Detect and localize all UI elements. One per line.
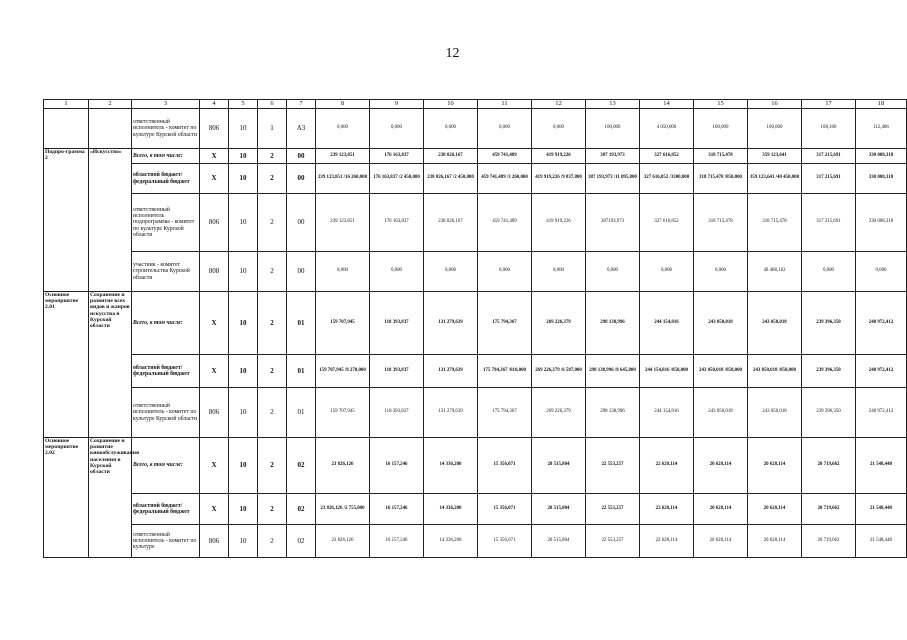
header-cell: 5 xyxy=(229,100,258,109)
value-cell: 0,000 xyxy=(586,252,640,292)
value-cell: 248 972,412 xyxy=(856,355,907,388)
value-cell: 22 553,257 xyxy=(586,494,640,525)
header-cell: 10 xyxy=(424,100,478,109)
value-cell: 131 279,639 xyxy=(424,292,478,355)
value-cell: 20 515,804 xyxy=(532,438,586,494)
code-cell: 10 xyxy=(229,292,258,355)
value-cell: 0,000 xyxy=(532,109,586,149)
value-cell: 327 616,852 xyxy=(640,149,694,164)
code-cell: Х xyxy=(200,355,229,388)
code-cell: 1 xyxy=(258,109,287,149)
value-cell: 131 279,639 xyxy=(424,388,478,438)
code-cell: 10 xyxy=(229,164,258,194)
value-cell: 112,486 xyxy=(856,109,907,149)
value-cell: 0,000 xyxy=(424,252,478,292)
value-cell: 118 393,837 xyxy=(370,292,424,355)
code-cell: Х xyxy=(200,292,229,355)
code-cell: 10 xyxy=(229,494,258,525)
value-cell: 243 050,018 xyxy=(748,292,802,355)
value-cell: 239 123,851 /16 260,000 xyxy=(316,164,370,194)
value-cell: 20 628,114 xyxy=(694,438,748,494)
code-cell: 00 xyxy=(287,194,316,252)
header-cell: 11 xyxy=(478,100,532,109)
code-cell: 2 xyxy=(258,388,287,438)
row-name-label: Сохранение и развитие всех видов и жанров искусства в Курской области xyxy=(89,292,132,438)
value-cell: 20 628,114 xyxy=(748,525,802,558)
code-cell: 00 xyxy=(287,252,316,292)
header-cell: 13 xyxy=(586,100,640,109)
header-cell: 3 xyxy=(132,100,200,109)
value-cell: 176 163,837 xyxy=(370,194,424,252)
header-row xyxy=(44,100,907,109)
code-cell: 10 xyxy=(229,355,258,388)
value-cell: 15 356,071 xyxy=(478,438,532,494)
value-cell: 330 008,318 xyxy=(856,164,907,194)
value-cell: 248 972,412 xyxy=(856,388,907,438)
value-cell: 243 050,018 xyxy=(694,292,748,355)
value-cell: 20 719,662 xyxy=(802,525,856,558)
value-cell: 100,000 xyxy=(586,109,640,149)
code-cell: 01 xyxy=(287,355,316,388)
value-cell: 243 050,018 xyxy=(748,388,802,438)
value-cell: 20 628,114 xyxy=(748,494,802,525)
value-cell: 298 138,996 xyxy=(586,388,640,438)
table-row xyxy=(44,292,907,355)
header-cell: 15 xyxy=(694,100,748,109)
value-cell: 244 154,816 xyxy=(640,388,694,438)
value-cell: 118 393,837 xyxy=(370,388,424,438)
value-cell: 318 715,478 /850,000 xyxy=(694,164,748,194)
code-cell: 10 xyxy=(229,388,258,438)
code-cell: 10 xyxy=(229,252,258,292)
code-cell: Х xyxy=(200,494,229,525)
value-cell: 419 919,226 /9 837,800 xyxy=(532,164,586,194)
value-cell: 20 628,114 xyxy=(748,438,802,494)
header-cell: 4 xyxy=(200,100,229,109)
value-cell: 0,000 xyxy=(424,109,478,149)
value-cell: 14 336,200 xyxy=(424,494,478,525)
value-cell: 159 707,945 /8 270,000 xyxy=(316,355,370,388)
code-cell: 2 xyxy=(258,438,287,494)
value-cell: 0,000 xyxy=(370,109,424,149)
value-cell: 14 336,200 xyxy=(424,525,478,558)
row-description: областной бюджет/ федеральный бюджет xyxy=(132,355,200,388)
value-cell: 175 794,367 xyxy=(478,292,532,355)
value-cell: 327 616,852 /3300,000 xyxy=(640,164,694,194)
code-cell: 806 xyxy=(200,109,229,149)
row-description: Всего, в том числе: xyxy=(132,438,200,494)
code-cell: 2 xyxy=(258,494,287,525)
value-cell: 239 396,350 xyxy=(802,292,856,355)
value-cell: 317 215,691 xyxy=(802,149,856,164)
row-section-label: Основное мероприятие 2.01 xyxy=(44,292,89,438)
code-cell: 2 xyxy=(258,252,287,292)
budget-table xyxy=(43,99,907,558)
value-cell: 20 515,804 xyxy=(532,525,586,558)
value-cell: 243 050,018 /850,000 xyxy=(748,355,802,388)
value-cell: 298 138,996 xyxy=(586,292,640,355)
value-cell: 40 408,163 xyxy=(748,252,802,292)
code-cell: 806 xyxy=(200,525,229,558)
row-description: участник - комитет строительства Курской области xyxy=(132,252,200,292)
code-cell: 2 xyxy=(258,164,287,194)
value-cell: 318 715,478 xyxy=(748,194,802,252)
value-cell: 244 154,816 xyxy=(640,292,694,355)
value-cell: 359 123,641 xyxy=(748,149,802,164)
table-row xyxy=(44,355,907,388)
value-cell: 22 628,114 xyxy=(640,438,694,494)
value-cell: 22 628,114 xyxy=(640,494,694,525)
header-cell: 1 xyxy=(44,100,89,109)
value-cell: 21 548,448 xyxy=(856,494,907,525)
value-cell: 20 515,804 xyxy=(532,494,586,525)
value-cell: 359 123,641 /40 450,000 xyxy=(748,164,802,194)
value-cell: 0,000 xyxy=(856,252,907,292)
table-row xyxy=(44,525,907,558)
value-cell: 239 123,851 xyxy=(316,149,370,164)
value-cell: 20 719,662 xyxy=(802,438,856,494)
value-cell: 159 707,945 xyxy=(316,292,370,355)
value-cell: 239 396,350 xyxy=(802,388,856,438)
table-row xyxy=(44,109,907,149)
value-cell: 176 163,837 /2 450,000 xyxy=(370,164,424,194)
value-cell: 23 826,126 xyxy=(316,525,370,558)
header-cell: 2 xyxy=(89,100,132,109)
value-cell: 0,000 xyxy=(694,252,748,292)
code-cell: 2 xyxy=(258,292,287,355)
value-cell: 269 226,379 xyxy=(532,292,586,355)
value-cell: 100,000 xyxy=(748,109,802,149)
value-cell: 238 026,167 /2 450,000 xyxy=(424,164,478,194)
row-description: ответственный исполнитель - комитет по культуре Курской области xyxy=(132,109,200,149)
code-cell: Х xyxy=(200,164,229,194)
value-cell: 16 157,246 xyxy=(370,525,424,558)
value-cell: 14 336,200 xyxy=(424,438,478,494)
code-cell: А3 xyxy=(287,109,316,149)
value-cell: 318 715,478 xyxy=(694,194,748,252)
header-cell: 12 xyxy=(532,100,586,109)
value-cell: 176 163,837 xyxy=(370,149,424,164)
value-cell: 248 972,412 xyxy=(856,292,907,355)
row-description: областной бюджет/ федеральный бюджет xyxy=(132,164,200,194)
value-cell: 317 215,691 xyxy=(802,194,856,252)
value-cell: 100,000 xyxy=(694,109,748,149)
value-cell: 23 826,126 /2 755,000 xyxy=(316,494,370,525)
value-cell: 244 154,816 /850,000 xyxy=(640,355,694,388)
row-name-label: «Искусство» xyxy=(89,149,132,292)
value-cell: 108,160 xyxy=(802,109,856,149)
table-row xyxy=(44,149,907,164)
value-cell: 20 628,114 xyxy=(694,494,748,525)
value-cell: 387 193,973 /11 095,800 xyxy=(586,164,640,194)
value-cell: 0,000 xyxy=(478,109,532,149)
value-cell: 15 356,071 xyxy=(478,494,532,525)
value-cell: 317 215,691 xyxy=(802,164,856,194)
code-cell: 02 xyxy=(287,438,316,494)
header-cell: 14 xyxy=(640,100,694,109)
code-cell: 10 xyxy=(229,149,258,164)
table-row xyxy=(44,194,907,252)
code-cell: 10 xyxy=(229,109,258,149)
header-cell: 16 xyxy=(748,100,802,109)
code-cell: 02 xyxy=(287,494,316,525)
table-row xyxy=(44,438,907,494)
value-cell: 16 157,246 xyxy=(370,438,424,494)
code-cell: Х xyxy=(200,438,229,494)
value-cell: 327 616,852 xyxy=(640,194,694,252)
value-cell: 20 719,662 xyxy=(802,494,856,525)
value-cell: 22 553,257 xyxy=(586,438,640,494)
row-section-label: Подпро-грамма 2 xyxy=(44,149,89,292)
value-cell: 330 008,318 xyxy=(856,194,907,252)
value-cell: 387193,973 xyxy=(586,194,640,252)
value-cell: 387 193,973 xyxy=(586,149,640,164)
value-cell: 269 226,379 /6 587,000 xyxy=(532,355,586,388)
header-cell: 9 xyxy=(370,100,424,109)
value-cell: 15 356,071 xyxy=(478,525,532,558)
value-cell: 459 741,489 /3 260,000 xyxy=(478,164,532,194)
row-description: Всего, в том числе: xyxy=(132,292,200,355)
code-cell: 806 xyxy=(200,194,229,252)
code-cell: 01 xyxy=(287,292,316,355)
value-cell: 131 279,639 xyxy=(424,355,478,388)
code-cell: 10 xyxy=(229,525,258,558)
value-cell: 22 628,114 xyxy=(640,525,694,558)
row-description: ответственный исполнитель - комитет по культуре xyxy=(132,525,200,558)
table-row xyxy=(44,388,907,438)
header-cell: 18 xyxy=(856,100,907,109)
value-cell: 269 226,379 xyxy=(532,388,586,438)
value-cell: 419 919,226 xyxy=(532,149,586,164)
value-cell: 0,000 xyxy=(532,252,586,292)
value-cell: 0,000 xyxy=(802,252,856,292)
value-cell: 243 050,018 /850,000 xyxy=(694,355,748,388)
value-cell: 298 138,996 /8 645,800 xyxy=(586,355,640,388)
value-cell: 23 826,126 xyxy=(316,438,370,494)
code-cell: 00 xyxy=(287,164,316,194)
table-row xyxy=(44,164,907,194)
value-cell: 0,000 xyxy=(316,109,370,149)
table-row xyxy=(44,252,907,292)
code-cell: 2 xyxy=(258,194,287,252)
row-name-label: Сохранение и развитие кинообслуживания населения в Курской области xyxy=(89,438,132,558)
row-description: областной бюджет/ федеральный бюджет xyxy=(132,494,200,525)
value-cell: 419 919,226 xyxy=(532,194,586,252)
value-cell: 0,000 xyxy=(316,252,370,292)
value-cell: 239 396,350 xyxy=(802,355,856,388)
page-number: 12 xyxy=(445,46,460,61)
row-section-label xyxy=(44,109,89,149)
row-description: ответственный исполнитель подпрограммы - комитет по культуре Курской области xyxy=(132,194,200,252)
header-cell: 7 xyxy=(287,100,316,109)
code-cell: 2 xyxy=(258,525,287,558)
code-cell: 2 xyxy=(258,149,287,164)
code-cell: 808 xyxy=(200,252,229,292)
value-cell: 243 050,018 xyxy=(694,388,748,438)
table-body xyxy=(44,100,907,558)
row-description: Всего, в том числе: xyxy=(132,149,200,164)
row-description: ответственный исполнитель - комитет по культуре Курской области xyxy=(132,388,200,438)
value-cell: 175 794,367 /810,000 xyxy=(478,355,532,388)
code-cell: 10 xyxy=(229,194,258,252)
value-cell: 238 026,167 xyxy=(424,194,478,252)
value-cell: 21 548,448 xyxy=(856,525,907,558)
code-cell: 10 xyxy=(229,438,258,494)
code-cell: 01 xyxy=(287,388,316,438)
value-cell: 159 707,945 xyxy=(316,388,370,438)
value-cell: 459 741,489 xyxy=(478,149,532,164)
header-cell: 8 xyxy=(316,100,370,109)
value-cell: 459 741,489 xyxy=(478,194,532,252)
value-cell: 238 026,167 xyxy=(424,149,478,164)
header-cell: 6 xyxy=(258,100,287,109)
code-cell: 806 xyxy=(200,388,229,438)
value-cell: 4 050,000 xyxy=(640,109,694,149)
value-cell: 0,000 xyxy=(478,252,532,292)
value-cell: 0,000 xyxy=(640,252,694,292)
value-cell: 330 008,318 xyxy=(856,149,907,164)
value-cell: 20 628,114 xyxy=(694,525,748,558)
value-cell: 21 548,448 xyxy=(856,438,907,494)
code-cell: 00 xyxy=(287,149,316,164)
value-cell: 318 715,478 xyxy=(694,149,748,164)
value-cell: 16 157,246 xyxy=(370,494,424,525)
value-cell: 175 794,367 xyxy=(478,388,532,438)
code-cell: 2 xyxy=(258,355,287,388)
value-cell: 22 553,257 xyxy=(586,525,640,558)
row-name-label xyxy=(89,109,132,149)
value-cell: 0,000 xyxy=(370,252,424,292)
code-cell: 02 xyxy=(287,525,316,558)
row-section-label: Основное мероприятие 2.02 xyxy=(44,438,89,558)
header-cell: 17 xyxy=(802,100,856,109)
code-cell: Х xyxy=(200,149,229,164)
value-cell: 239 123,851 xyxy=(316,194,370,252)
table-row xyxy=(44,494,907,525)
value-cell: 118 393,837 xyxy=(370,355,424,388)
